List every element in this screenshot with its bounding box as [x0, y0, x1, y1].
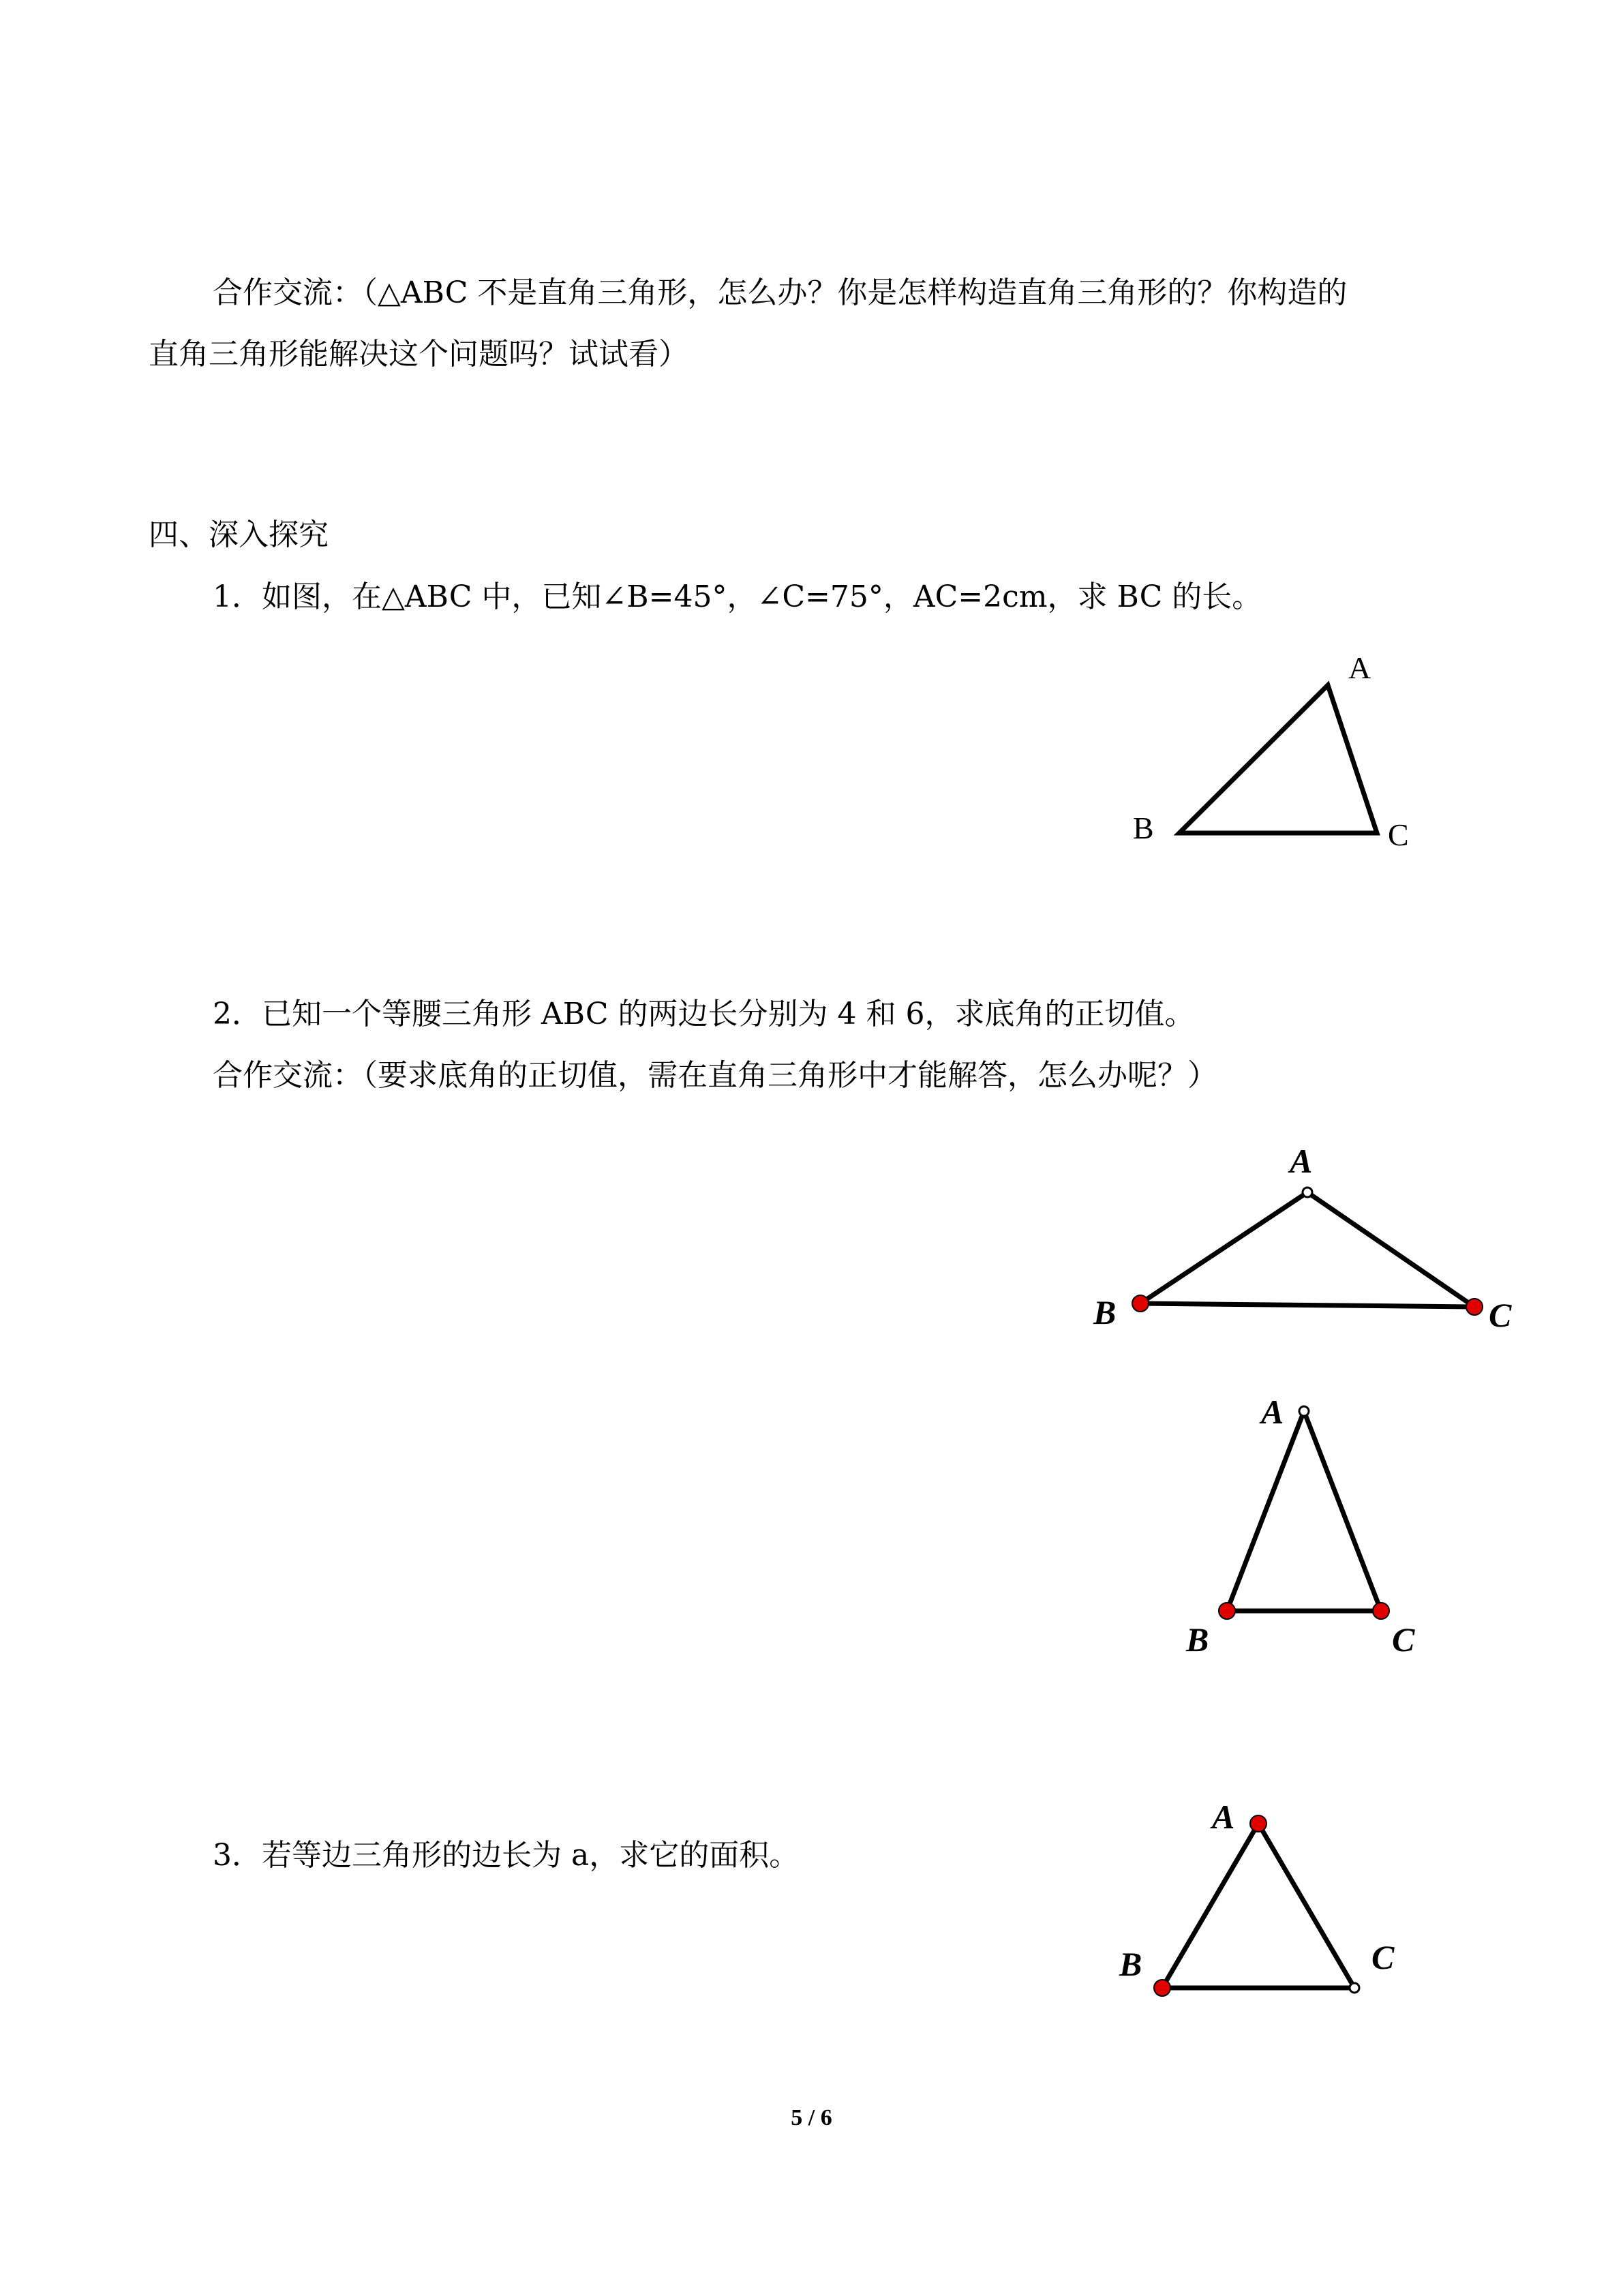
- vertex-point-c: [1466, 1299, 1483, 1315]
- triangle-abc: [1179, 685, 1377, 833]
- vertex-label-b: B: [1133, 811, 1154, 845]
- problem-2-wide-triangle-figure: [1077, 1132, 1527, 1343]
- vertex-label-c: C: [1388, 817, 1409, 852]
- triangle-abc-equilateral: [1162, 1824, 1354, 1988]
- vertex-label-a: A: [1348, 650, 1371, 685]
- triangle-abc-tall: [1227, 1411, 1381, 1611]
- vertex-label-b: B: [1093, 1293, 1117, 1331]
- vertex-label-a: A: [1261, 1393, 1284, 1431]
- vertex-point-b: [1132, 1295, 1149, 1312]
- cooperation-note-line-1: 合作交流：（△ABC 不是直角三角形，怎么办？你是怎样构造直角三角形的？你构造的: [213, 275, 1348, 310]
- problem-3-equilateral-triangle-figure: [1104, 1793, 1418, 2011]
- cooperation-note-line-2: 直角三角形能解决这个问题吗？试试看）: [149, 337, 688, 372]
- vertex-point-a: [1250, 1815, 1266, 1832]
- vertex-label-a: A: [1290, 1142, 1313, 1180]
- page-number: 5 / 6: [791, 2105, 832, 2130]
- vertex-point-c: [1373, 1603, 1389, 1619]
- vertex-label-b: B: [1119, 1945, 1142, 1983]
- problem-2-tall-triangle-figure: [1172, 1384, 1445, 1670]
- problem-1-text: 1．如图，在△ABC 中，已知∠B=45°，∠C=75°，AC=2cm，求 BC 的长。: [213, 579, 1262, 614]
- vertex-point-a: [1303, 1188, 1312, 1197]
- problem-2-cooperation-note: 合作交流：（要求底角的正切值，需在直角三角形中才能解答，怎么办呢？）: [213, 1058, 1217, 1093]
- vertex-point-c: [1350, 1983, 1359, 1993]
- problem-1-triangle-figure: [1118, 641, 1431, 859]
- problem-3-text: 3．若等边三角形的边长为 a，求它的面积。: [213, 1838, 800, 1873]
- vertex-label-c: C: [1392, 1620, 1415, 1659]
- problem-2-text: 2．已知一个等腰三角形 ABC 的两边长分别为 4 和 6，求底角的正切值。: [213, 997, 1195, 1031]
- vertex-label-b: B: [1186, 1620, 1209, 1659]
- vertex-point-b: [1219, 1603, 1235, 1619]
- vertex-label-a: A: [1212, 1798, 1235, 1836]
- vertex-point-b: [1154, 1980, 1170, 1996]
- triangle-abc-wide: [1140, 1192, 1474, 1307]
- vertex-point-a: [1299, 1406, 1309, 1416]
- vertex-label-c: C: [1489, 1296, 1512, 1334]
- vertex-label-c: C: [1371, 1938, 1395, 1976]
- section-heading: 四、深入探究: [149, 517, 329, 552]
